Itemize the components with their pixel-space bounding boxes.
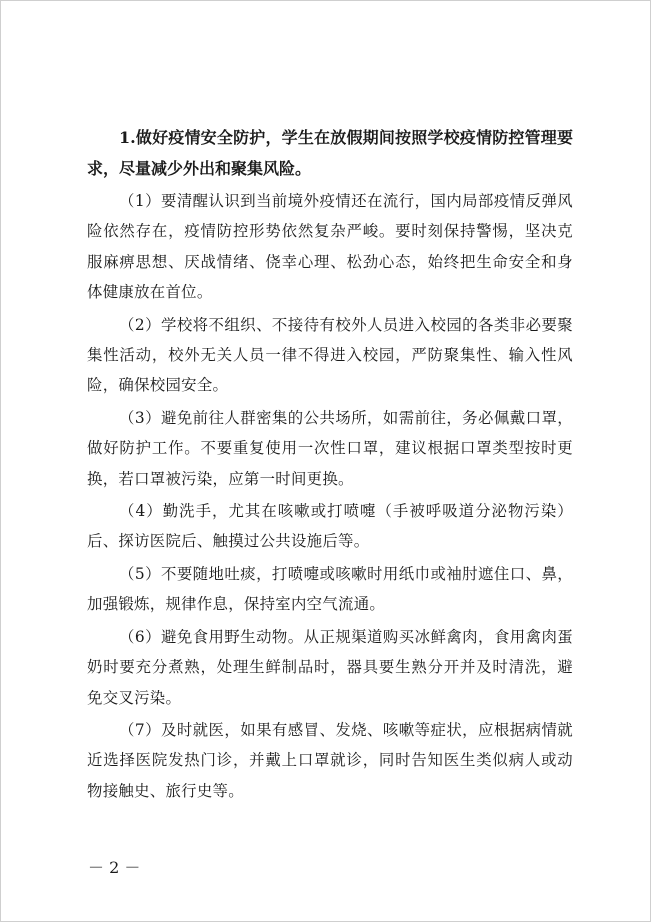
- paragraph-2: （2）学校将不组织、不接待有校外人员进入校园的各类非必要聚集性活动，校外无关人员一律不得进入校园，严防聚集性、输入性风险，确保校园安全。: [87, 315, 573, 395]
- paragraph-5: （5）不要随地吐痰，打喷嚏或咳嗽时用纸巾或袖肘遮住口、鼻，加强锻炼，规律作息，保持室内空气流通。: [87, 564, 573, 614]
- paragraph-3: （3）避免前往人群密集的公共场所，如需前往，务必佩戴口罩，做好防护工作。不要重复使用一次性口罩，建议根据口罩类型按时更换，若口罩被污染，应第一时间更换。: [87, 408, 573, 488]
- paragraph-7: （7）及时就医，如果有感冒、发烧、咳嗽等症状，应根据病情就近选择医院发热门诊，并戴上口罩就诊，同时告知医生类似病人或动物接触史、旅行史等。: [87, 720, 573, 800]
- paragraph-6: （6）避免食用野生动物。从正规渠道购买冰鲜禽肉，食用禽肉蛋奶时要充分煮熟，处理生鲜制品时，器具要生熟分开并及时清洗，避免交叉污染。: [87, 627, 573, 707]
- section-heading: 1.做好疫情安全防护，学生在放假期间按照学校疫情防控管理要求，尽量减少外出和聚集风险。: [87, 128, 573, 178]
- paragraph-1: （1）要清醒认识到当前境外疫情还在流行，国内局部疫情反弹风险依然存在，疫情防控形势依然复杂严峻。要时刻保持警惕，坚决克服麻痹思想、厌战情绪、侥幸心理、松劲心态，始终把生命安全和身体健康放在首位。: [87, 192, 573, 302]
- document-body: [87, 122, 573, 808]
- paragraph-4: （4）勤洗手，尤其在咳嗽或打喷嚏（手被呼吸道分泌物污染）后、探访医院后、触摸过公共设施后等。: [87, 502, 573, 551]
- page-number: － 2 －: [88, 858, 141, 877]
